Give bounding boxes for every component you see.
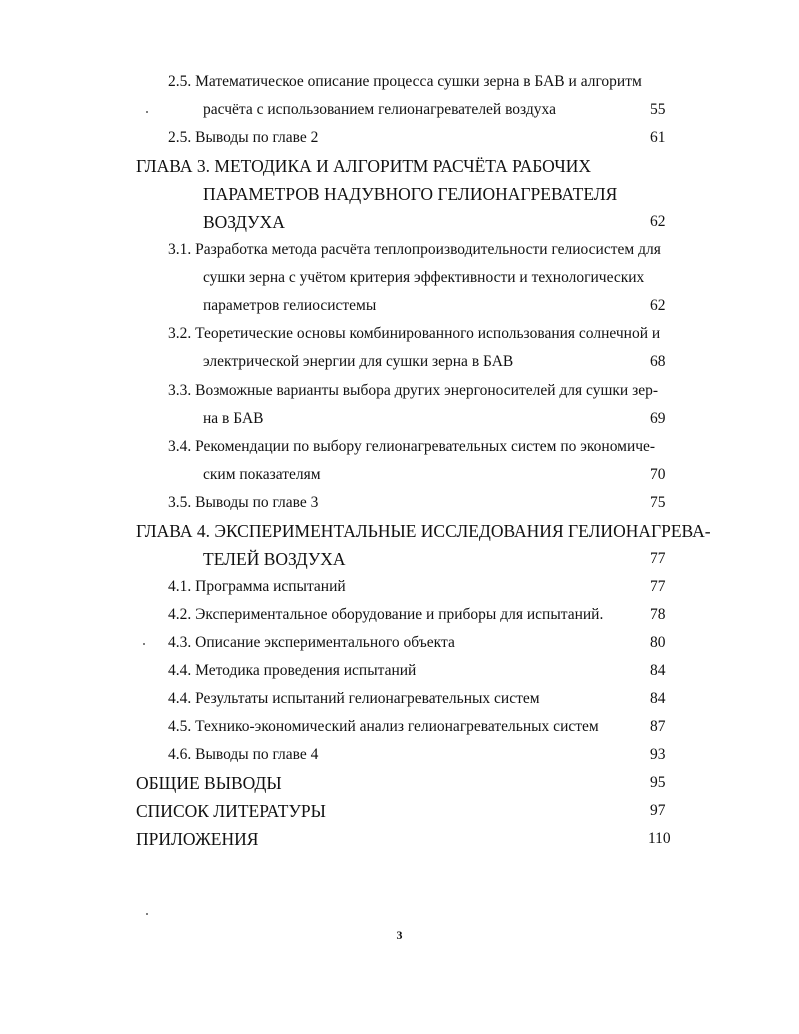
toc-entry [0, 236, 799, 264]
toc-page-number: 77 [650, 550, 666, 567]
toc-entry-text: 3.1. Разработка метода расчёта теплопроизводительности гелиосистем для [168, 241, 661, 258]
toc-entry [0, 320, 799, 348]
toc-entry [0, 377, 799, 405]
toc-page-number: 87 [650, 718, 666, 735]
toc-entry-text: 3.5. Выводы по главе 3 [168, 494, 319, 511]
toc-entry-text: ГЛАВА 3. МЕТОДИКА И АЛГОРИТМ РАСЧЁТА РАБОЧИХ [136, 156, 592, 176]
toc-entry-text: ОБЩИЕ ВЫВОДЫ [136, 773, 282, 793]
toc-entry [0, 461, 799, 489]
toc-chapter-heading [0, 517, 799, 545]
toc-page-number: 84 [650, 662, 666, 679]
toc-entry-text: 3.3. Возможные варианты выбора других энергоносителей для сушки зер- [168, 382, 659, 399]
toc-entry-text: на в БАВ [203, 410, 264, 427]
toc-entry-text: ским показателям [203, 466, 321, 483]
toc-entry-text: 2.5. Математическое описание процесса сушки зерна в БАВ и алгоритм [168, 73, 642, 90]
toc-entry-text: 2.5. Выводы по главе 2 [168, 129, 319, 146]
toc-entry-text: 4.4. Методика проведения испытаний [168, 662, 417, 679]
scan-speck [143, 643, 145, 645]
toc-chapter-heading [0, 769, 799, 797]
toc-page-number: 68 [650, 353, 666, 370]
toc-entry [0, 685, 799, 713]
toc-entry [0, 573, 799, 601]
toc-page-number: 84 [650, 690, 666, 707]
toc-page-number: 62 [650, 213, 666, 230]
toc-entry-text: параметров гелиосистемы [203, 297, 377, 314]
toc-entry-text: расчёта с использованием гелионагревателей воздуха [203, 101, 556, 118]
toc-page-number: 97 [650, 802, 666, 819]
toc-entry-text: СПИСОК ЛИТЕРАТУРЫ [136, 801, 326, 821]
toc-entry [0, 741, 799, 769]
toc-entry-text: 3.4. Рекомендации по выбору гелионагревательных систем по экономиче- [168, 438, 656, 455]
toc-chapter-heading [0, 180, 799, 208]
toc-chapter-heading [0, 208, 799, 236]
toc-page-number: 70 [650, 466, 666, 483]
toc-entry-text: электрической энергии для сушки зерна в БАВ [203, 353, 514, 370]
scan-speck [146, 913, 148, 915]
toc-entry [0, 68, 799, 96]
toc-entry-text: ПРИЛОЖЕНИЯ [136, 829, 259, 849]
toc-entry-text: 4.6. Выводы по главе 4 [168, 746, 319, 763]
toc-page-number: 78 [650, 606, 666, 623]
toc-entry [0, 713, 799, 741]
toc-page-number: 110 [648, 830, 671, 847]
toc-entry [0, 96, 799, 124]
toc-entry [0, 264, 799, 292]
scan-speck [146, 111, 148, 113]
toc-page-number: 77 [650, 578, 666, 595]
toc-page-number: 55 [650, 101, 666, 118]
toc-chapter-heading [0, 545, 799, 573]
toc-chapter-heading [0, 825, 799, 853]
toc-page-number: 95 [650, 774, 666, 791]
toc-chapter-heading [0, 152, 799, 180]
toc-entry [0, 629, 799, 657]
toc-entry [0, 292, 799, 320]
toc-page-number: 62 [650, 297, 666, 314]
page-number: 3 [396, 928, 403, 942]
toc-entry-text: 4.5. Технико-экономический анализ гелионагревательных систем [168, 718, 599, 735]
toc-chapter-heading [0, 797, 799, 825]
toc-entry-text: 4.4. Результаты испытаний гелионагревательных систем [168, 690, 540, 707]
toc-entry-text: ПАРАМЕТРОВ НАДУВНОГО ГЕЛИОНАГРЕВАТЕЛЯ [203, 184, 618, 204]
toc-entry-text: ТЕЛЕЙ ВОЗДУХА [203, 549, 346, 569]
toc-entry [0, 348, 799, 376]
toc-entry [0, 601, 799, 629]
toc-entry-text: 4.3. Описание экспериментального объекта [168, 634, 455, 651]
toc-entry-text: ГЛАВА 4. ЭКСПЕРИМЕНТАЛЬНЫЕ ИССЛЕДОВАНИЯ ГЕЛИОНАГРЕВА- [136, 521, 711, 541]
toc-page-number: 69 [650, 410, 666, 427]
toc-entry [0, 657, 799, 685]
toc-entry-text: 4.2. Экспериментальное оборудование и приборы для испытаний. [168, 606, 604, 623]
toc-entry-text: ВОЗДУХА [203, 212, 285, 232]
toc-entry-text: 4.1. Программа испытаний [168, 578, 346, 595]
toc-page-number: 80 [650, 634, 666, 651]
toc-entry [0, 124, 799, 152]
toc-page-number: 61 [650, 129, 666, 146]
toc-entry-text: 3.2. Теоретические основы комбинированного использования солнечной и [168, 325, 661, 342]
toc-page-number: 75 [650, 494, 666, 511]
toc-entry-text: сушки зерна с учётом критерия эффективности и технологических [203, 269, 645, 286]
toc-page-number: 93 [650, 746, 666, 763]
toc-entry [0, 433, 799, 461]
toc-entry [0, 489, 799, 517]
toc-entry [0, 405, 799, 433]
